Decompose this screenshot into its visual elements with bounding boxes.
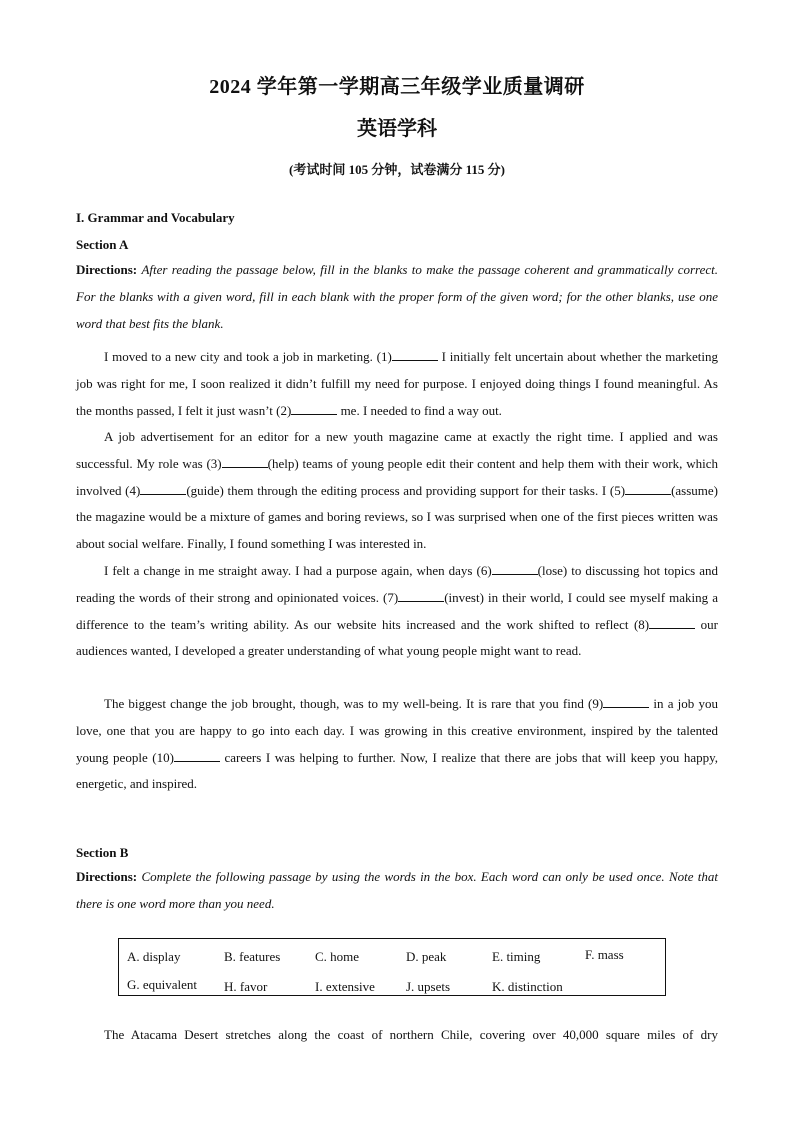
- paragraph-2: [76, 424, 718, 558]
- paragraph-text: our audiences wanted, I developed a greater understanding of what young people might want to read.: [76, 616, 718, 659]
- blank-4[interactable]: [140, 482, 186, 495]
- paragraph-text: in a job you love, one that you are happy to go into each day. I was growing in this creative environment, inspired by the talented young people (10): [76, 696, 718, 765]
- blank-2[interactable]: [291, 402, 337, 415]
- exam-info: (考试时间 105 分钟，试卷满分 115 分): [289, 162, 505, 177]
- blank-3[interactable]: [222, 455, 268, 468]
- blank-9[interactable]: [603, 695, 649, 708]
- word-option: J. upsets: [406, 979, 451, 994]
- page-title: 2024 学年第一学期高三年级学业质量调研: [209, 76, 585, 98]
- word-bank-box: [118, 938, 666, 996]
- section-a-directions: [76, 256, 718, 337]
- subject-title: 英语学科: [357, 118, 437, 140]
- passage-start: [76, 1022, 718, 1050]
- paragraph-text: (guide) them through the editing process and providing support for their tasks. I (5): [186, 482, 626, 498]
- paragraph-3: [76, 558, 718, 665]
- blank-6[interactable]: [492, 562, 538, 575]
- blank-10[interactable]: [174, 749, 220, 762]
- paragraph-1: [76, 344, 718, 424]
- paragraph-text: The Atacama Desert stretches along the coast of northern Chile, covering over 40,000 square miles of dry: [104, 1027, 718, 1042]
- directions-text: Complete the following passage by using the words in the box. Each word can only be used once. Note that there is one word more than you need.: [76, 869, 719, 911]
- paragraph-text: me. I needed to find a way out.: [337, 402, 502, 418]
- paragraph-text: (assume) the magazine would be a mixture of games and boring reviews, so I was surprised when one of the first pieces written was about social welfare. Finally, I found something I was interested in.: [76, 482, 718, 552]
- paragraph-text: I moved to a new city and took a job in marketing. (1): [104, 349, 392, 364]
- word-option: A. display: [127, 949, 181, 964]
- directions-text: After reading the passage below, fill in the blanks to make the passage coherent and grammatically correct. For the blanks with a given word, fill in each blank with the proper form of the given word; for the other blanks, use one word that best fits the blank.: [76, 262, 718, 331]
- paragraph-text: I initially felt uncertain about whether the marketing job was right for me, I soon realized it didn’t fulfill my need for purpose. I enjoyed doing things I found meaningful. As the months passed, I felt it just wasn’t (2): [76, 349, 719, 418]
- word-option: C. home: [315, 949, 360, 964]
- paragraph-text: (help) teams of young people edit their content and help them with their work, which involved (4): [76, 455, 718, 498]
- paragraph-text: The biggest change the job brought, though, was to my well-being. It is rare that you find (9): [104, 696, 604, 711]
- word-option: I. extensive: [315, 979, 375, 994]
- paragraph-4: [76, 691, 718, 798]
- section-b-label: Section B: [76, 845, 129, 860]
- word-option: D. peak: [406, 949, 447, 964]
- word-option: H. favor: [224, 979, 268, 994]
- paragraph-text: (lose) to discussing hot topics and reading the words of their strong and opinionated voices. (7): [76, 563, 718, 605]
- paragraph-text: I felt a change in me straight away. I had a purpose again, when days (6): [104, 563, 492, 578]
- paragraph-text: (invest) in their world, I could see myself making a difference to the team’s writing ability. As our website hits increased and the work shifted to reflect (8): [76, 589, 718, 632]
- section-b-directions: [76, 863, 718, 917]
- directions-label: Directions:: [76, 869, 138, 884]
- blank-1[interactable]: [392, 348, 438, 361]
- word-option: F. mass: [585, 947, 624, 962]
- paragraph-text: careers I was helping to further. Now, I realize that there are jobs that will keep you happy, energetic, and inspired.: [76, 749, 718, 792]
- word-option: B. features: [224, 949, 281, 964]
- word-option: E. timing: [492, 949, 541, 964]
- word-option: K. distinction: [492, 979, 563, 994]
- blank-5[interactable]: [625, 482, 671, 495]
- word-option: G. equivalent: [127, 977, 198, 992]
- directions-label: Directions:: [76, 262, 138, 277]
- section-a-label: Section A: [76, 237, 129, 252]
- blank-8[interactable]: [649, 616, 695, 629]
- paragraph-text: A job advertisement for an editor for a new youth magazine came at exactly the right time. I applied and was successful. My role was (3): [76, 429, 718, 471]
- blank-7[interactable]: [398, 589, 444, 602]
- part-title: I. Grammar and Vocabulary: [76, 210, 235, 225]
